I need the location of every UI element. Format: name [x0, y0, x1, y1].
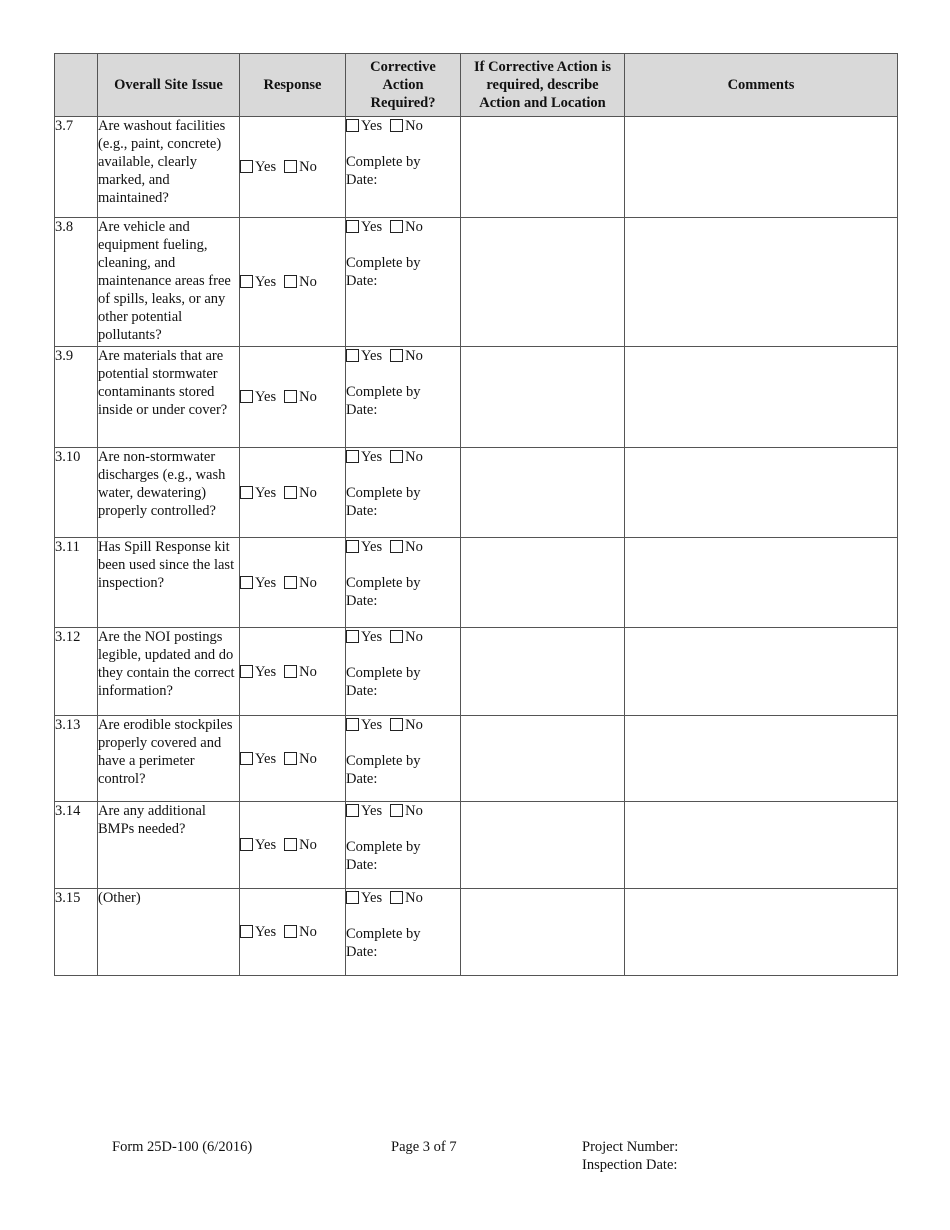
corrective-yes-label: Yes — [361, 717, 383, 733]
describe-action-cell[interactable] — [461, 538, 625, 628]
complete-by-label: Complete by — [346, 255, 421, 271]
describe-action-cell[interactable] — [461, 218, 625, 347]
row-issue: Are materials that are potential stormwater contaminants stored inside or under cover? — [98, 347, 240, 448]
comments-cell[interactable] — [625, 448, 898, 538]
table-row — [55, 802, 898, 889]
corrective-no-label: No — [405, 803, 423, 819]
corrective-cell — [346, 716, 461, 802]
form-id: Form 25D-100 (6/2016) — [112, 1139, 253, 1155]
corrective-no-label: No — [405, 629, 423, 645]
corrective-cell — [346, 347, 461, 448]
response-no-label: No — [299, 574, 317, 591]
response-yes-label: Yes — [255, 837, 277, 853]
corrective-yes-label: Yes — [361, 803, 383, 819]
corrective-no-checkbox[interactable] — [390, 450, 403, 463]
response-cell — [240, 347, 346, 448]
row-number: 3.9 — [55, 347, 98, 448]
response-no-label: No — [299, 750, 317, 767]
response-no-checkbox[interactable] — [284, 275, 297, 288]
corrective-yes-checkbox[interactable] — [346, 540, 359, 553]
row-issue: Has Spill Response kit been used since the last inspection? — [98, 538, 240, 628]
table-header-row — [55, 54, 898, 117]
response-yes-label: Yes — [255, 924, 277, 940]
corrective-no-checkbox[interactable] — [390, 804, 403, 817]
corrective-no-label: No — [405, 539, 423, 555]
complete-by-label: Complete by — [346, 485, 421, 501]
response-cell — [240, 802, 346, 889]
response-yes-label: Yes — [255, 484, 277, 501]
response-no-checkbox[interactable] — [284, 752, 297, 765]
response-cell — [240, 889, 346, 976]
response-no-checkbox[interactable] — [284, 925, 297, 938]
response-cell — [240, 218, 346, 347]
response-yes-label: Yes — [255, 274, 277, 290]
comments-cell[interactable] — [625, 218, 898, 347]
complete-by-label: Complete by — [346, 575, 421, 591]
response-yes-label: Yes — [255, 574, 277, 591]
response-no-label: No — [299, 274, 317, 290]
complete-by-label: Complete by — [346, 384, 421, 400]
response-no-label: No — [299, 159, 317, 175]
corrective-cell — [346, 218, 461, 347]
header-corrective: Corrective Action Required? — [346, 54, 461, 117]
response-yes-checkbox[interactable] — [240, 925, 253, 938]
response-yes-checkbox[interactable] — [240, 275, 253, 288]
response-yes-checkbox[interactable] — [240, 486, 253, 499]
complete-by-label: Complete by — [346, 665, 421, 681]
describe-action-cell[interactable] — [461, 802, 625, 889]
row-issue: Are non-stormwater discharges (e.g., wash water, dewatering) properly controlled? — [98, 448, 240, 538]
response-no-label: No — [299, 924, 317, 940]
response-no-label: No — [299, 837, 317, 853]
comments-cell[interactable] — [625, 347, 898, 448]
response-yes-checkbox[interactable] — [240, 160, 253, 173]
corrective-no-label: No — [405, 118, 423, 134]
table-row — [55, 538, 898, 628]
response-yes-label: Yes — [255, 159, 277, 175]
row-issue: Are the NOI postings legible, updated and do they contain the correct information? — [98, 628, 240, 716]
corrective-no-label: No — [405, 717, 423, 733]
response-yes-checkbox[interactable] — [240, 752, 253, 765]
corrective-yes-checkbox[interactable] — [346, 891, 359, 904]
response-no-checkbox[interactable] — [284, 576, 297, 589]
corrective-yes-label: Yes — [361, 348, 383, 364]
corrective-no-checkbox[interactable] — [390, 718, 403, 731]
response-yes-label: Yes — [255, 750, 277, 767]
corrective-cell — [346, 117, 461, 218]
corrective-yes-label: Yes — [361, 539, 383, 555]
response-no-label: No — [299, 389, 317, 405]
table-row — [55, 716, 898, 802]
response-no-checkbox[interactable] — [284, 486, 297, 499]
response-no-checkbox[interactable] — [284, 665, 297, 678]
response-yes-checkbox[interactable] — [240, 576, 253, 589]
corrective-cell — [346, 538, 461, 628]
corrective-no-checkbox[interactable] — [390, 220, 403, 233]
response-no-checkbox[interactable] — [284, 390, 297, 403]
response-cell — [240, 716, 346, 802]
describe-action-cell[interactable] — [461, 347, 625, 448]
row-number: 3.11 — [55, 538, 98, 628]
response-no-label: No — [299, 484, 317, 501]
header-response: Response — [240, 54, 346, 117]
table-row — [55, 218, 898, 347]
corrective-no-checkbox[interactable] — [390, 349, 403, 362]
corrective-no-checkbox[interactable] — [390, 119, 403, 132]
response-cell — [240, 538, 346, 628]
comments-cell[interactable] — [625, 802, 898, 889]
table-row — [55, 117, 898, 218]
date-label: Date: — [346, 402, 378, 418]
response-no-checkbox[interactable] — [284, 160, 297, 173]
corrective-yes-checkbox[interactable] — [346, 119, 359, 132]
date-label: Date: — [346, 857, 378, 873]
complete-by-label: Complete by — [346, 154, 421, 170]
date-label: Date: — [346, 944, 378, 960]
comments-cell[interactable] — [625, 538, 898, 628]
corrective-cell — [346, 628, 461, 716]
corrective-no-checkbox[interactable] — [390, 540, 403, 553]
corrective-yes-checkbox[interactable] — [346, 630, 359, 643]
describe-action-cell[interactable] — [461, 628, 625, 716]
row-number: 3.7 — [55, 117, 98, 218]
table-row — [55, 448, 898, 538]
date-label: Date: — [346, 683, 378, 699]
row-number: 3.13 — [55, 716, 98, 802]
row-issue: Are washout facilities (e.g., paint, concrete) available, clearly marked, and maintained? — [98, 117, 240, 218]
corrective-yes-checkbox[interactable] — [346, 804, 359, 817]
response-yes-checkbox[interactable] — [240, 665, 253, 678]
corrective-no-checkbox[interactable] — [390, 891, 403, 904]
page-number: Page 3 of 7 — [391, 1139, 457, 1155]
date-label: Date: — [346, 172, 378, 188]
corrective-yes-checkbox[interactable] — [346, 450, 359, 463]
describe-action-cell[interactable] — [461, 448, 625, 538]
corrective-yes-checkbox[interactable] — [346, 220, 359, 233]
inspection-table — [54, 53, 898, 976]
corrective-yes-checkbox[interactable] — [346, 718, 359, 731]
header-comments: Comments — [625, 54, 898, 117]
response-yes-label: Yes — [255, 663, 277, 680]
row-number: 3.10 — [55, 448, 98, 538]
comments-cell[interactable] — [625, 628, 898, 716]
row-issue: Are vehicle and equipment fueling, cleaning, and maintenance areas free of spills, leaks, or any other potential pollutants? — [98, 218, 240, 347]
row-number: 3.8 — [55, 218, 98, 347]
corrective-cell — [346, 802, 461, 889]
describe-action-cell[interactable] — [461, 889, 625, 976]
row-number: 3.14 — [55, 802, 98, 889]
project-number-label: Project Number: — [582, 1139, 679, 1155]
corrective-yes-label: Yes — [361, 629, 383, 645]
corrective-yes-label: Yes — [361, 449, 383, 465]
corrective-no-checkbox[interactable] — [390, 630, 403, 643]
corrective-yes-checkbox[interactable] — [346, 349, 359, 362]
date-label: Date: — [346, 503, 378, 519]
corrective-no-label: No — [405, 348, 423, 364]
response-yes-label: Yes — [255, 389, 277, 405]
table-row — [55, 628, 898, 716]
table-row — [55, 347, 898, 448]
corrective-yes-label: Yes — [361, 219, 383, 235]
row-issue: (Other) — [98, 889, 240, 976]
response-no-label: No — [299, 663, 317, 680]
response-cell — [240, 117, 346, 218]
header-issue: Overall Site Issue — [98, 54, 240, 117]
corrective-yes-label: Yes — [361, 118, 383, 134]
corrective-cell — [346, 448, 461, 538]
corrective-no-label: No — [405, 449, 423, 465]
table-row — [55, 889, 898, 976]
comments-cell[interactable] — [625, 117, 898, 218]
comments-cell[interactable] — [625, 889, 898, 976]
row-number: 3.15 — [55, 889, 98, 976]
describe-action-cell[interactable] — [461, 117, 625, 218]
row-issue: Are any additional BMPs needed? — [98, 802, 240, 889]
response-cell — [240, 448, 346, 538]
response-yes-checkbox[interactable] — [240, 838, 253, 851]
row-number: 3.12 — [55, 628, 98, 716]
corrective-cell — [346, 889, 461, 976]
date-label: Date: — [346, 593, 378, 609]
inspection-date-label: Inspection Date: — [582, 1157, 678, 1173]
date-label: Date: — [346, 771, 378, 787]
complete-by-label: Complete by — [346, 753, 421, 769]
date-label: Date: — [346, 273, 378, 289]
response-no-checkbox[interactable] — [284, 838, 297, 851]
corrective-no-label: No — [405, 219, 423, 235]
describe-action-cell[interactable] — [461, 716, 625, 802]
complete-by-label: Complete by — [346, 926, 421, 942]
response-yes-checkbox[interactable] — [240, 390, 253, 403]
comments-cell[interactable] — [625, 716, 898, 802]
corrective-no-label: No — [405, 890, 423, 906]
header-describe: If Corrective Action is required, describe Action and Location — [461, 54, 625, 117]
row-issue: Are erodible stockpiles properly covered and have a perimeter control? — [98, 716, 240, 802]
response-cell — [240, 628, 346, 716]
header-number — [55, 54, 98, 117]
corrective-yes-label: Yes — [361, 890, 383, 906]
complete-by-label: Complete by — [346, 839, 421, 855]
